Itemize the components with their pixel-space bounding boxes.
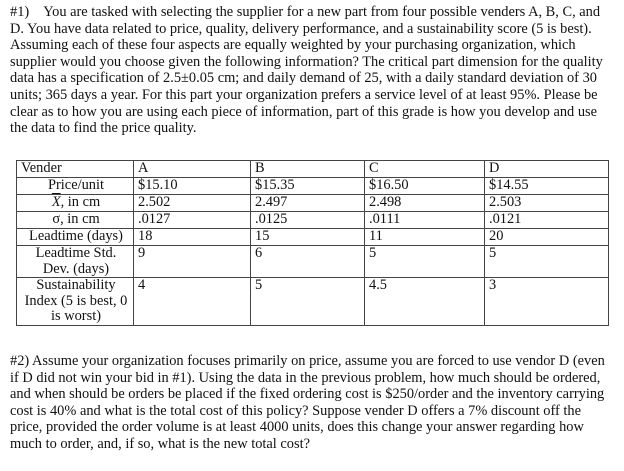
row-label-mean-suffix: , in cm xyxy=(60,194,101,210)
table-cell: 4.5 xyxy=(365,278,485,326)
row-label-mean xyxy=(17,195,134,212)
table-cell: 20 xyxy=(485,229,609,246)
row-label-sustainability: Sustainability Index (5 is best, 0 is worst) xyxy=(17,278,134,326)
table-cell: 2.503 xyxy=(485,195,609,212)
table-cell: 3 xyxy=(485,278,609,326)
table-row xyxy=(17,212,609,229)
table-cell: $16.50 xyxy=(365,178,485,195)
table-cell: 18 xyxy=(134,229,251,246)
question-1-paragraph xyxy=(10,4,616,137)
table-cell: 5 xyxy=(251,278,365,326)
header-label-cell: Vender xyxy=(17,161,134,178)
table-cell: .0121 xyxy=(485,212,609,229)
vendor-d-header: D xyxy=(485,161,609,178)
table-row xyxy=(17,178,609,195)
table-cell: .0111 xyxy=(365,212,485,229)
question-1-number: #1) xyxy=(10,4,30,20)
question-1-text: You are tasked with selecting the supplier for a new part from four possible venders A, B, C, and D. You have data related to price, quality, delivery performance, and a sustainability score (5 is best). Assuming each of these four aspects are equally weighted by your purchasing organization, which supplier would you choose given the following information? The critical part dimension for the quality data has a specification of 2.5±0.05 cm; and daily demand of 25, with a daily standard deviation of 30 units; 365 days a year. For this part your organization prefers a service level of at least 95%. Please be clear as to how you are using each piece of information, part of this grade is how you develop and use the data to find the price quality. xyxy=(10,4,603,137)
vendor-a-header: A xyxy=(134,161,251,178)
vendor-b-header: B xyxy=(251,161,365,178)
question-2-paragraph: #2) Assume your organization focuses primarily on price, assume you are forced to use vendor D (even if D did not win your bid in #1). Using the data in the previous problem, how much should be ordered, and when should be orders be placed if the fixed ordering cost is $250/order and the inventory carrying cost is 40% and what is the total cost of this policy? Suppose vender D offers a 7% discount off the price, provided the order volume is at least 4000 units, does this change your answer regarding how much to order, and, if so, what is the new total cost? xyxy=(10,353,605,452)
vendor-data-table xyxy=(16,160,609,326)
table-cell: 5 xyxy=(365,246,485,278)
table-row xyxy=(17,195,609,212)
table-cell: $15.10 xyxy=(134,178,251,195)
table-cell: .0127 xyxy=(134,212,251,229)
table-cell: 4 xyxy=(134,278,251,326)
table-row xyxy=(17,246,609,278)
row-label-price: Price/unit xyxy=(17,178,134,195)
row-label-leadtime: Leadtime (days) xyxy=(17,229,134,246)
table-cell: 2.497 xyxy=(251,195,365,212)
table-cell: 11 xyxy=(365,229,485,246)
table-cell: .0125 xyxy=(251,212,365,229)
table-cell: $14.55 xyxy=(485,178,609,195)
x-bar-symbol: $\overline{X}$ xyxy=(51,194,61,210)
table-cell: 9 xyxy=(134,246,251,278)
table-cell: 15 xyxy=(251,229,365,246)
table-cell: 2.502 xyxy=(134,195,251,212)
table-header-row xyxy=(17,161,609,178)
table-cell: 2.498 xyxy=(365,195,485,212)
table-cell: 5 xyxy=(485,246,609,278)
table-cell: $15.35 xyxy=(251,178,365,195)
table-row xyxy=(17,229,609,246)
row-label-leadtime-std: Leadtime Std. Dev. (days) xyxy=(17,246,134,278)
table-row xyxy=(17,278,609,326)
row-label-sigma: σ, in cm xyxy=(17,212,134,229)
vendor-c-header: C xyxy=(365,161,485,178)
table-cell: 6 xyxy=(251,246,365,278)
